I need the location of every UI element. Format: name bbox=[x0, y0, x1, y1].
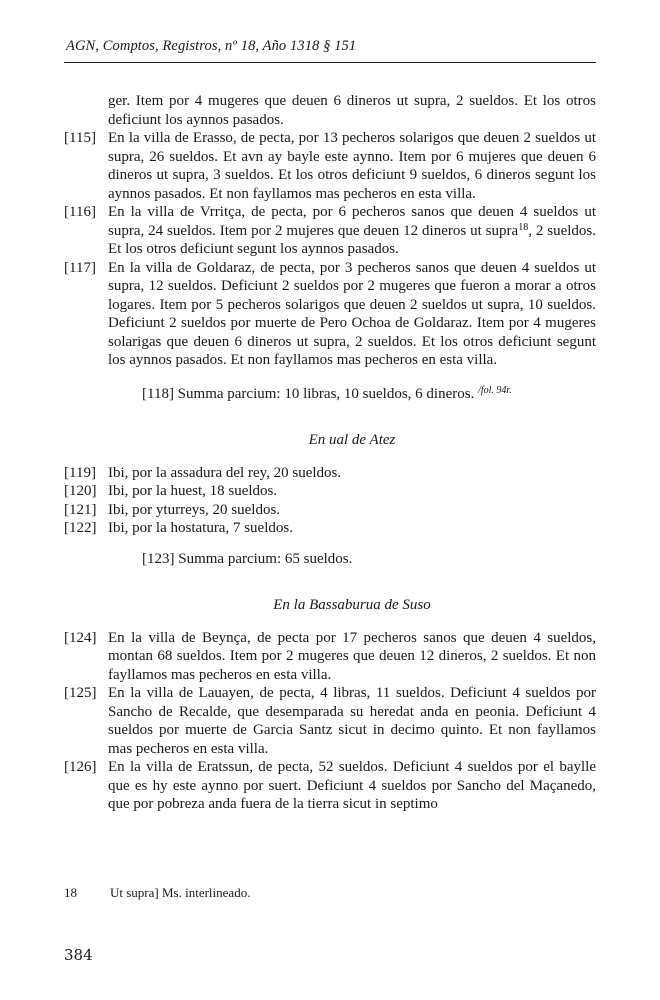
folio-marker: /fol. 94r. bbox=[478, 384, 512, 396]
entry-text-part: En la villa de Vrritça, de pecta, por 6 pecheros sanos que deuen 4 sueldos ut supra, 24 sueldos. Item por 2 mujeres que deuen 12 dineros ut supra bbox=[108, 204, 596, 239]
entry-117 bbox=[64, 259, 596, 370]
entry-number: [124] bbox=[64, 629, 97, 646]
summa-text: [118] Summa parcium: 10 libras, 10 sueldos, 6 dineros. bbox=[142, 385, 475, 402]
entry-text: Ibi, por la huest, 18 sueldos. bbox=[108, 483, 278, 499]
entry-126 bbox=[64, 758, 596, 814]
entry-text-part: , 2 sueldos. Et los otros deficiunt segunt los aynnos pasados. bbox=[108, 222, 597, 257]
entry-text: En la villa de Beynça, de pecta por 17 pecheros sanos que deuen 4 sueldos, montan 68 sueldos. Item por 2 mugeres que deuen 12 dineros, 2 sueldos. Et non fayllamos mas pecheros en esta villa. bbox=[108, 629, 596, 683]
footnote-text: Ut supra] Ms. interlineado. bbox=[110, 885, 251, 900]
entry-text: Ibi, por yturreys, 20 sueldos. bbox=[108, 501, 281, 518]
entry-116 bbox=[64, 203, 596, 259]
footnote bbox=[64, 885, 596, 901]
entry-text: En la villa de Erasso, de pecta, por 13 pecheros solarigos que deuen 2 sueldos ut supra, 26 sueldos. Et avn ay bayle este aynno. Item por 6 mujeres que deuen 6 dineros ut supra, 3 sueldos. Et los otros deficiunt 9 sueldos, 6 dineros segunt los aynnos pasados. Et non fayllamos mas pecheros en esta villa. bbox=[108, 130, 596, 202]
entry-119 bbox=[64, 464, 596, 483]
entry-number: [122] bbox=[64, 520, 97, 536]
entry-number: [116] bbox=[64, 204, 96, 220]
entry-text: En la villa de Eratssun, de pecta, 52 sueldos. Deficiunt 4 sueldos por el baylle que es hy este aynno por suert. Deficiunt 4 sueldos por Sancho del Maçanedo, que por pobreza anda fuera de la tierra sicut in septimo bbox=[108, 759, 596, 812]
entry-number: [126] bbox=[64, 759, 97, 775]
entry-text: Ibi, por la assadura del rey, 20 sueldos. bbox=[108, 464, 342, 481]
entry-number: [121] bbox=[64, 501, 97, 518]
entry-text bbox=[108, 203, 596, 259]
entry-text: En la villa de Goldaraz, de pecta, por 3 pecheros sanos que deuen 4 sueldos ut supra, 12 sueldos. Deficiunt 2 sueldos por 2 mugeres que fueron a morar a otros logares. Item por 5 pecheros solarigos que deuen 2 sueldos ut supra, 10 sueldos. Deficiunt 2 sueldos por muerte de Pero Ochoa de Goldaraz. Item por 4 mugeres solarigas que deuen 6 dineros ut supra, 2 sueldos. Et los otros deficiunt segunt los aynnos pasados. Et non fayllamos mas pecheros en esta villa. bbox=[108, 259, 596, 368]
entry-number: [119] bbox=[64, 464, 96, 481]
footnote-number: 18 bbox=[64, 885, 77, 900]
entry-text: Ibi, por la hostatura, 7 sueldos. bbox=[108, 520, 293, 536]
running-header: AGN, Comptos, Registros, nº 18, Año 1318 § 151 bbox=[66, 38, 357, 54]
footnote-marker[interactable]: 18 bbox=[518, 221, 529, 233]
entry-number: [120] bbox=[64, 483, 97, 499]
entry-number: [117] bbox=[64, 259, 96, 276]
page-number: 384 bbox=[64, 946, 93, 964]
header-rule bbox=[64, 62, 596, 63]
entry-121 bbox=[64, 501, 596, 520]
entry-120 bbox=[64, 482, 596, 501]
entry-122 bbox=[64, 519, 596, 538]
section-title-ual-de-atez: En ual de Atez bbox=[308, 432, 396, 448]
page-body bbox=[64, 92, 596, 814]
entry-115 bbox=[64, 129, 596, 203]
entry-number: [115] bbox=[64, 130, 96, 146]
entry-number: [125] bbox=[64, 685, 97, 701]
summa-118 bbox=[64, 382, 596, 404]
summa-123: [123] Summa parcium: 65 sueldos. bbox=[142, 550, 353, 567]
section-title-bassaburua-de-suso: En la Bassaburua de Suso bbox=[273, 597, 431, 613]
continuation-text: ger. Item por 4 mugeres que deuen 6 dineros ut supra, 2 sueldos. Et los otros deficiunt los aynnos pasados. bbox=[108, 93, 596, 128]
entry-124 bbox=[64, 629, 596, 685]
entry-text: En la villa de Lauayen, de pecta, 4 libras, 11 sueldos. Deficiunt 4 sueldos por Sancho de Recalde, que desemparada su heredat anda en peonia. Deficiunt 4 sueldos por muerte de Garcia Santz sicut in decimo quinto. Et non fayllamos mas pecheros en esta villa. bbox=[108, 685, 596, 757]
entry-125 bbox=[64, 684, 596, 758]
